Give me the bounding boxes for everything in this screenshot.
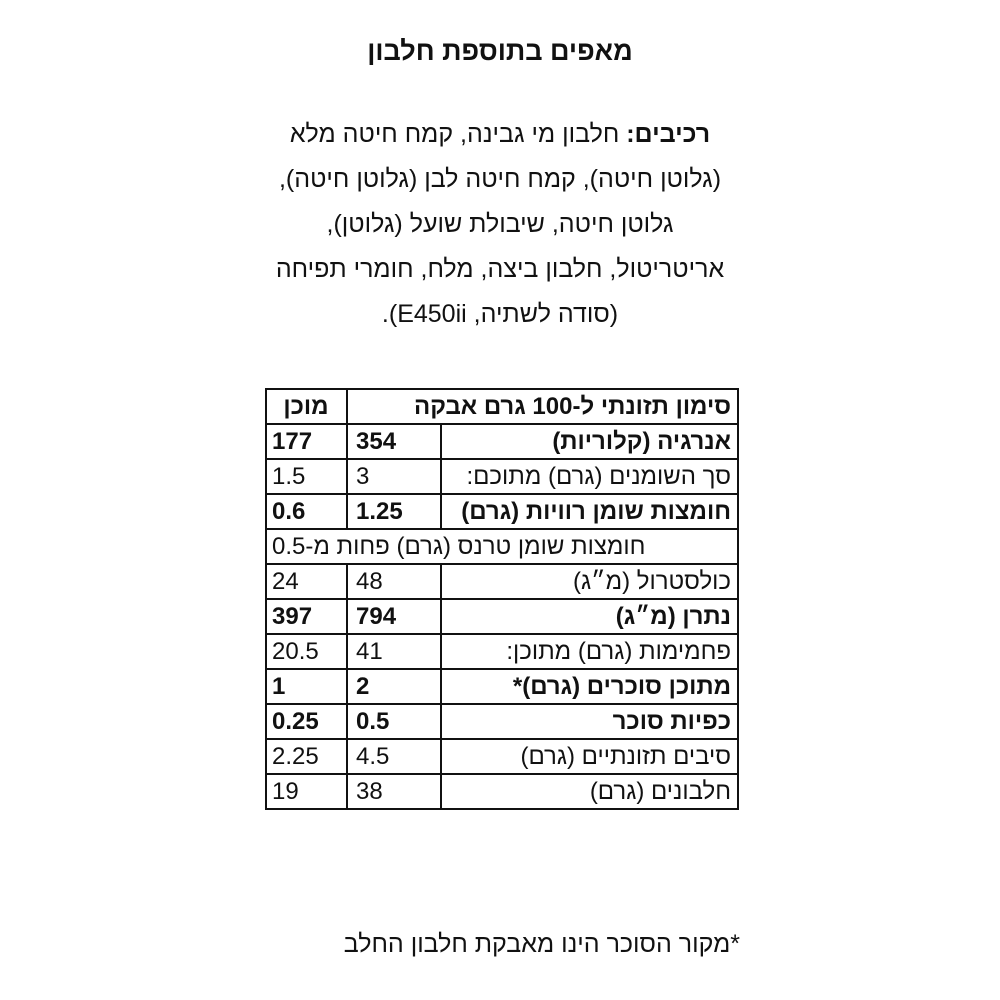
row-prepared: 24	[266, 564, 347, 599]
row-label: נתרן (מ״ג)	[441, 599, 738, 634]
row-prepared: 19	[266, 774, 347, 809]
row-per100: 794	[347, 599, 441, 634]
nutrition-header-prepared: מוכן	[266, 389, 347, 424]
page-title: מאפים בתוספת חלבון	[367, 36, 633, 66]
row-label: כולסטרול (מ״ג)	[441, 564, 738, 599]
row-prepared: 1.5	[266, 459, 347, 494]
table-row	[266, 704, 738, 739]
table-row	[266, 634, 738, 669]
table-row	[266, 774, 738, 809]
row-per100: 41	[347, 634, 441, 669]
ingredients-label: רכיבים:	[626, 120, 711, 148]
row-per100: 4.5	[347, 739, 441, 774]
row-per100: 2	[347, 669, 441, 704]
ingredients-text: חלבון מי גבינה, קמח חיטה מלא (גלוטן חיטה), קמח חיטה לבן (גלוטן חיטה), גלוטן חיטה, שיבולת שועל (גלוטן), אריטריטול, חלבון ביצה, מלח, חומרי תפיחה (סודה לשתיה, E450ii).	[275, 120, 725, 328]
row-merged-value: פחות מ-0.5	[272, 532, 390, 560]
row-prepared: 0.25	[266, 704, 347, 739]
row-per100: 48	[347, 564, 441, 599]
table-row	[266, 494, 738, 529]
row-label: מתוכן סוכרים (גרם)*	[441, 669, 738, 704]
sugar-source-footnote: *מקור הסוכר הינו מאבקת חלבון החלב	[343, 930, 740, 958]
row-per100: 0.5	[347, 704, 441, 739]
nutrition-header-row	[266, 389, 738, 424]
table-row	[266, 669, 738, 704]
row-per100: 1.25	[347, 494, 441, 529]
table-row	[266, 599, 738, 634]
nutrition-header-label: סימון תזונתי ל-100 גרם אבקה	[347, 389, 738, 424]
row-prepared: 1	[266, 669, 347, 704]
row-prepared: 0.6	[266, 494, 347, 529]
table-row	[266, 529, 738, 564]
row-label: סיבים תזונתיים (גרם)	[441, 739, 738, 774]
row-label: חומצות שומן טרנס (גרם)	[396, 532, 646, 560]
row-per100: 38	[347, 774, 441, 809]
nutrition-table	[265, 388, 739, 810]
row-label: פחמימות (גרם) מתוכן:	[441, 634, 738, 669]
row-label: חלבונים (גרם)	[441, 774, 738, 809]
row-prepared: 397	[266, 599, 347, 634]
row-label: סך השומנים (גרם) מתוכם:	[441, 459, 738, 494]
row-per100: 3	[347, 459, 441, 494]
row-label: כפיות סוכר	[441, 704, 738, 739]
ingredients-paragraph	[270, 112, 730, 337]
row-merged-cell	[266, 529, 738, 564]
table-row	[266, 424, 738, 459]
table-row	[266, 564, 738, 599]
row-label: חומצות שומן רוויות (גרם)	[441, 494, 738, 529]
table-row	[266, 739, 738, 774]
row-prepared: 20.5	[266, 634, 347, 669]
row-prepared: 177	[266, 424, 347, 459]
row-label: אנרגיה (קלוריות)	[441, 424, 738, 459]
row-per100: 354	[347, 424, 441, 459]
row-prepared: 2.25	[266, 739, 347, 774]
table-row	[266, 459, 738, 494]
